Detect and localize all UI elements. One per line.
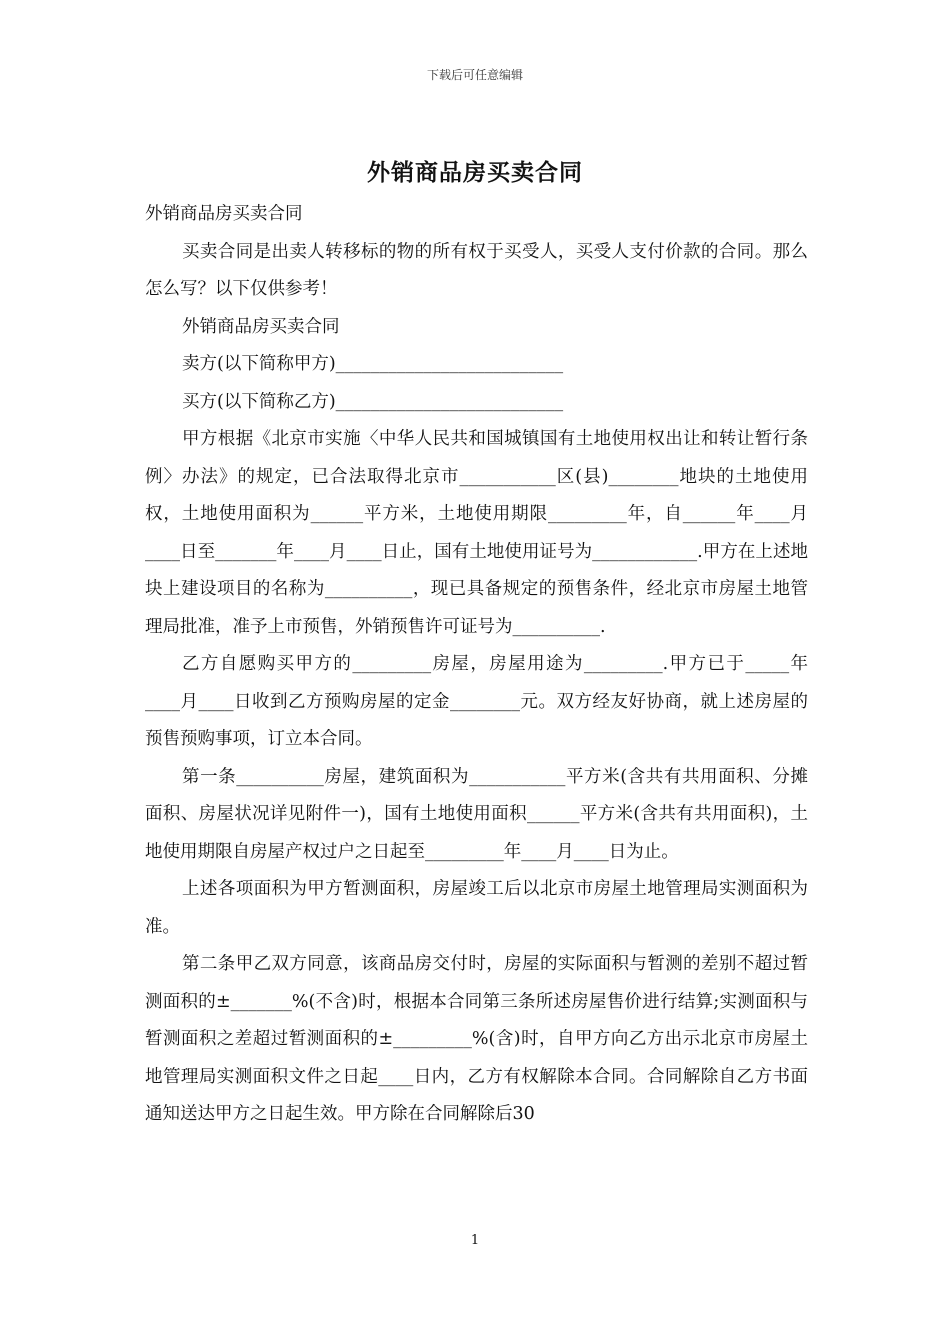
document-title: 外销商品房买卖合同 [367, 159, 583, 186]
header-note: 下载后可任意编辑 [426, 68, 523, 82]
document-body [145, 196, 808, 1134]
page-number: 1 [470, 1233, 480, 1248]
paragraph-article-1: 第一条__________房屋，建筑面积为___________平方米(含共有共用面积、分摊面积、房屋状况详见附件一)，国有土地使用面积______平方米(含共有共用面积)，土地使用期限自房屋产权过户之日起至_________年____月____日为止。 [145, 766, 808, 862]
paragraph-land-rights: 甲方根据《北京市实施〈中华人民共和国城镇国有土地使用权出让和转让暂行条例〉办法》的规定，已合法取得北京市___________区(县)________地块的土地使用权，土地使用面积为______平方米，土地使用期限_________年，自______年____月____日至_______年____月____日止，国有土地使用证号为____________.甲方在上述地块上建设项目的名称为__________，现已具备规定的预售条件，经北京市房屋土地管理局批准，准予上市预售，外销预售许可证号为__________. [145, 429, 808, 637]
paragraph-article-2: 第二条甲乙双方同意，该商品房交付时，房屋的实际面积与暂测的差别不超过暂测面积的±_______%(不含)时，根据本合同第三条所述房屋售价进行结算;实测面积与暂测面积之差超过暂测面积的±_________%(含)时，自甲方向乙方出示北京市房屋土地管理局实测面积文件之日起____日内，乙方有权解除本合同。合同解除自乙方书面通知送达甲方之日起生效。甲方除在合同解除后30 [145, 954, 808, 1124]
paragraph-intro: 买卖合同是出卖人转移标的物的所有权于买受人，买受人支付价款的合同。那么怎么写？以下仅供参考！ [145, 241, 808, 299]
paragraph-subtitle: 外销商品房买卖合同 [145, 204, 303, 224]
paragraph-area-note: 上述各项面积为甲方暂测面积，房屋竣工后以北京市房屋土地管理局实测面积为准。 [145, 879, 808, 937]
paragraph-seller: 卖方(以下简称甲方)__________________________ [182, 354, 564, 374]
paragraph-purchase: 乙方自愿购买甲方的_________房屋，房屋用途为_________.甲方已于_____年____月____日收到乙方预购房屋的定金________元。双方经友好协商，就上述房屋的预售预购事项，订立本合同。 [145, 654, 808, 749]
paragraph-buyer: 买方(以下简称乙方)__________________________ [182, 391, 564, 412]
paragraph-contract-heading: 外销商品房买卖合同 [182, 316, 340, 337]
